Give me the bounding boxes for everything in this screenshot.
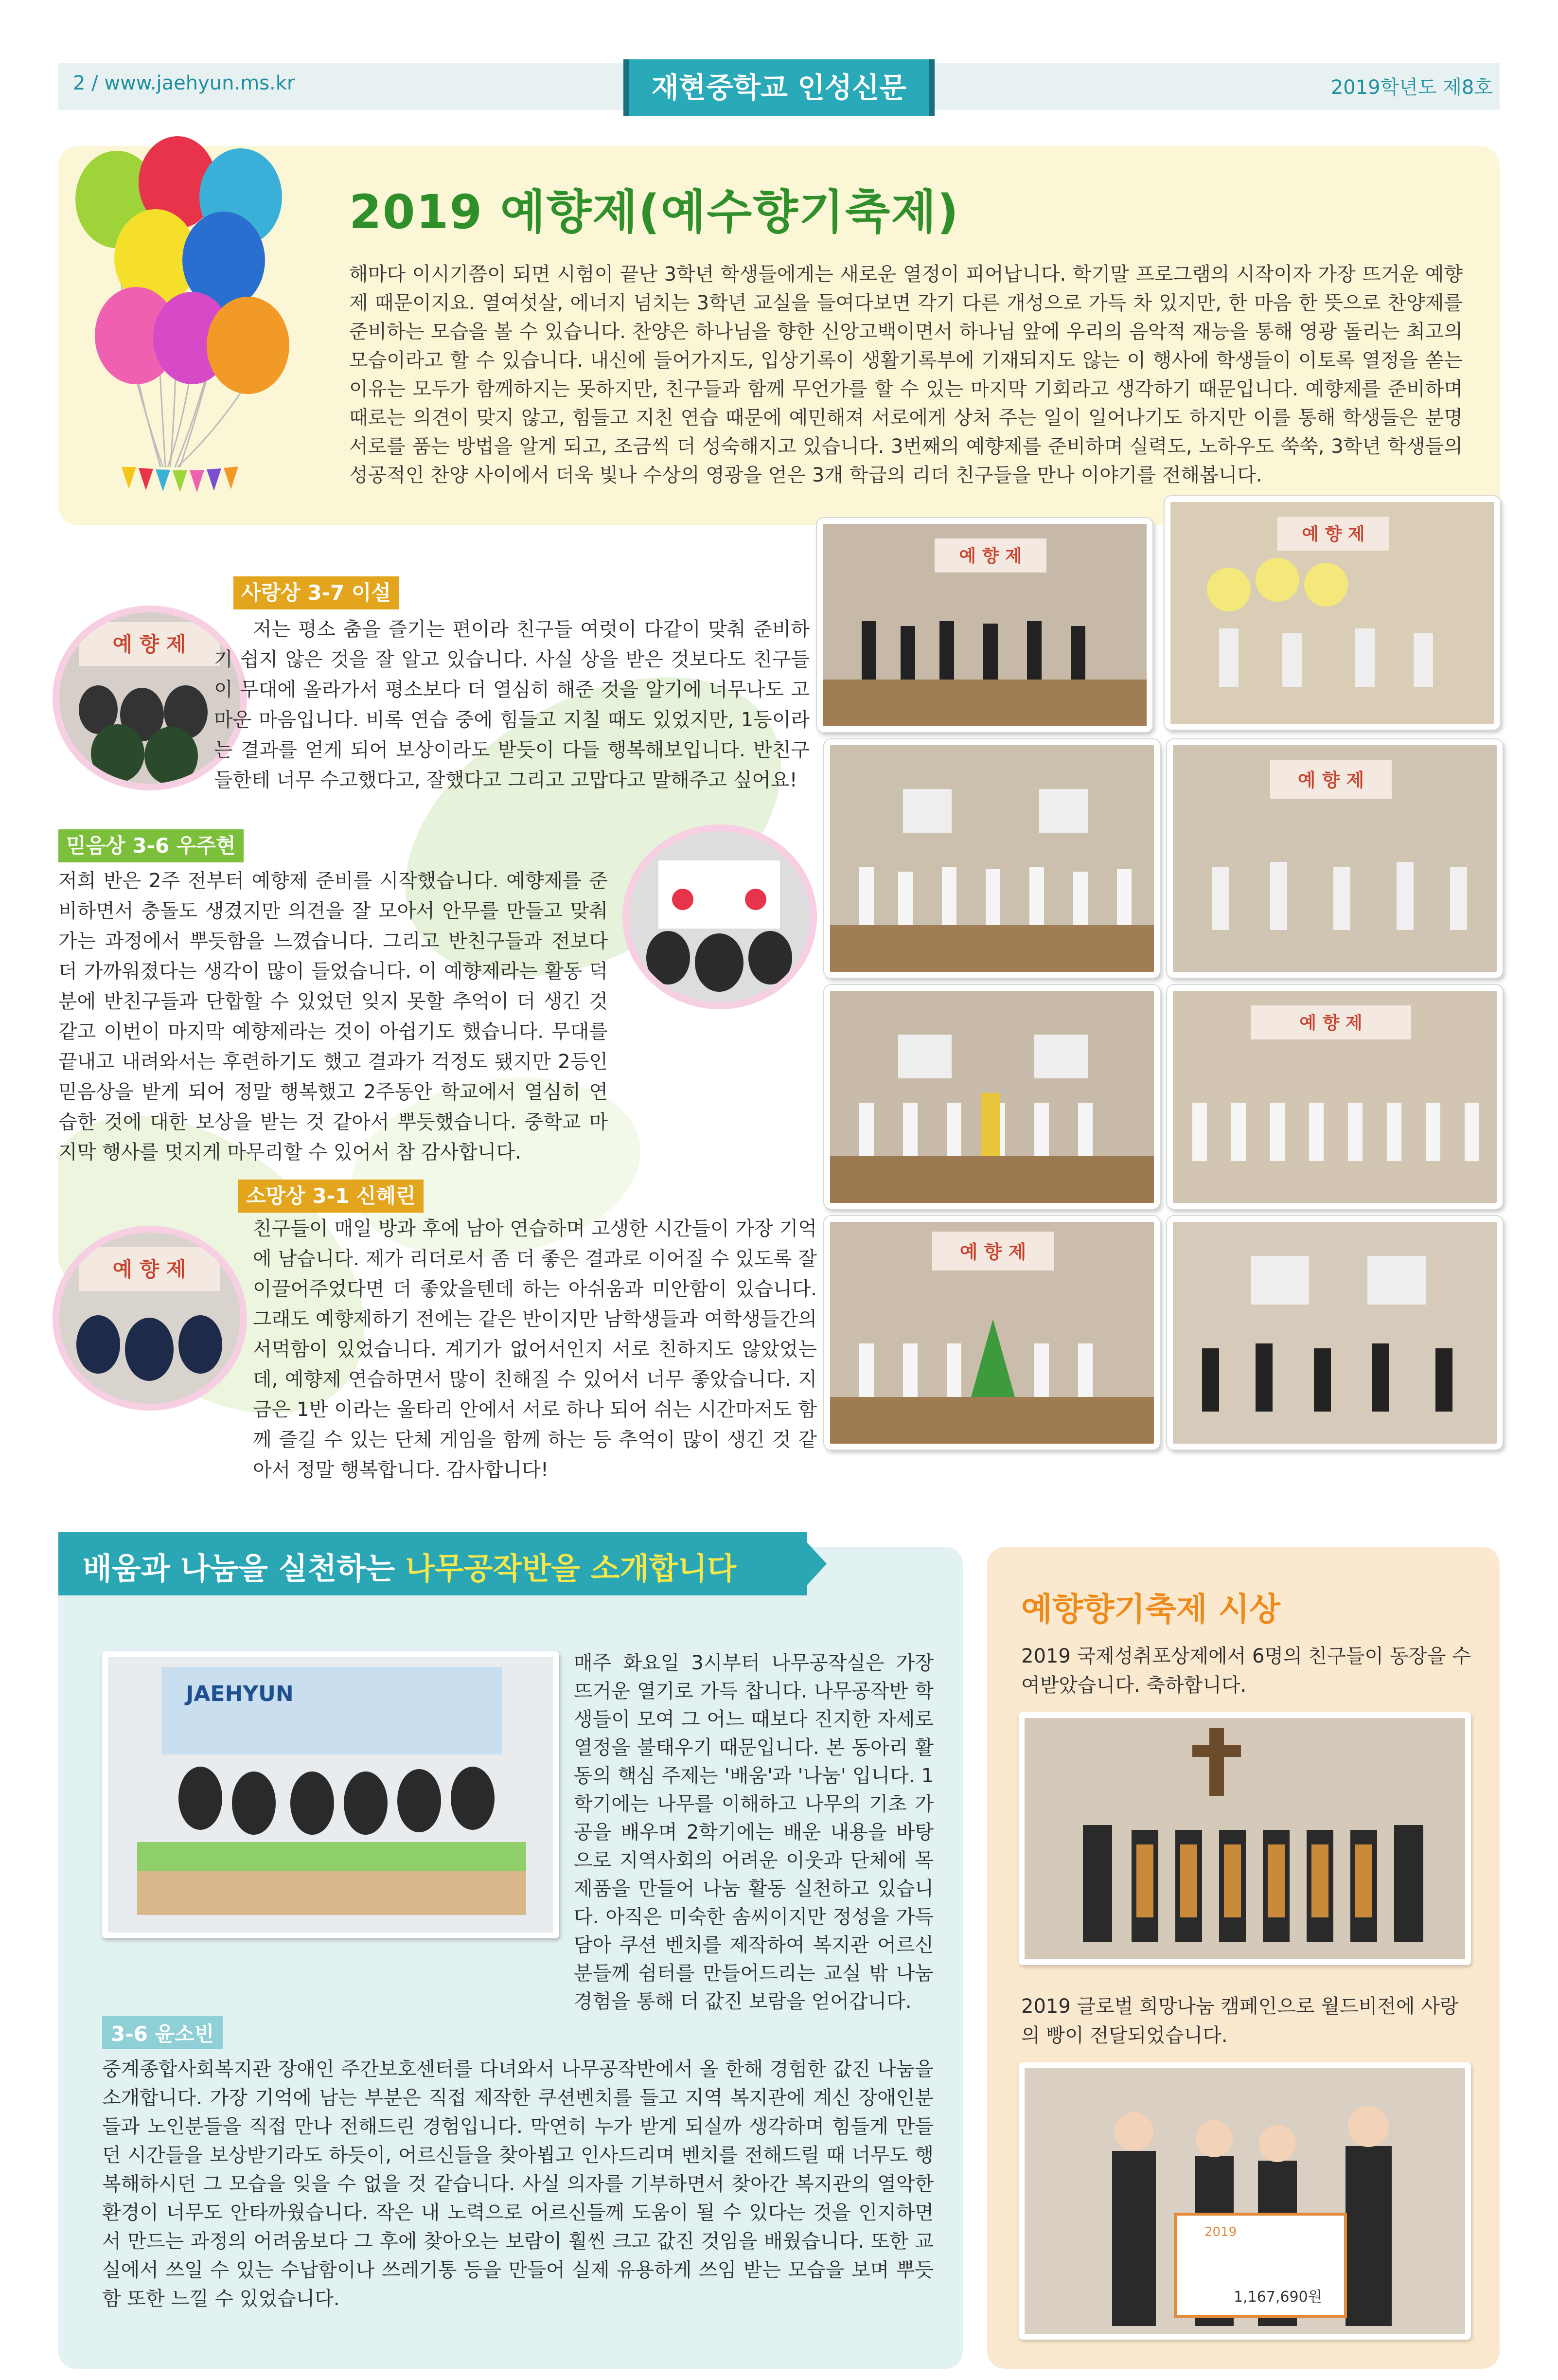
woodworking-intro-text: 매주 화요일 3시부터 나무공작실은 가장 뜨거운 열기로 가득 찹니다. 나무공작반 학생들이 모여 그 어느 때보다 진지한 자세로 열정을 불태우기 때문입니다. 본 동아리 활동의 핵심 주제는 '배움'과 '나눔' 입니다. 1학기에는 나무를 이해하고 나무의 기초 가공을 배우며 2학기에는 배운 내용을 바탕으로 지역사회의 어려운 이웃과 단체에 목제품을 만들어 나눔 활동 실천하고 있습니다. 아직은 미숙한 솜씨이지만 정성을 가득 담아 쿠션 벤치를 제작하여 복지관 어르신 분들께 쉼터를 만들어드리는 교실 밖 나눔 경험을 통해 더 값진 보람을 얻어갑니다. <box>574 1652 934 2013</box>
newspaper-title: 재현중학교 인성신문 <box>623 59 935 116</box>
festival-title: 2019 예향제(예수향기축제) <box>349 185 959 239</box>
stage-photo-7 <box>824 1216 1160 1449</box>
stage-photo-5 <box>824 985 1160 1209</box>
stage-sign-4: 예 향 제 <box>1297 769 1364 791</box>
stage-photo-3 <box>824 739 1160 978</box>
woodworking-student-label: 3-6 윤소빈 <box>102 2016 223 2049</box>
award2-label: 믿음상 3-6 우주현 <box>58 829 244 862</box>
stage-sign-6: 예 향 제 <box>1299 1013 1363 1033</box>
award3-label: 소망상 3-1 신혜린 <box>238 1180 424 1213</box>
woodworking-title-prefix: 배움과 나눔을 실천하는 <box>83 1551 406 1586</box>
header-url[interactable]: 2 / www.jaehyun.ms.kr <box>73 72 295 94</box>
stage-photo-2 <box>1165 496 1500 730</box>
award2-text: 저희 반은 2주 전부터 예향제 준비를 시작했습니다. 예향제를 준비하면서 충돌도 생겼지만 의견을 잘 모아서 안무를 만들고 맞춰가는 과정에서 뿌듯함을 느꼈습니다. 그리고 반친구들과 전보다 더 가까워졌다는 생각이 많이 들었습니다. 이 예향제라는 활동 덕분에 반친구들과 단합할 수 있었던 잊지 못할 추억이 더 생긴 것 같고 이번이 마지막 예향제라는 것이 아쉽기도 했습니다. 무대를 끝내고 내려와서는 후련하기도 했고 결과가 걱정도 됐지만 2등인 믿음상을 받게 되어 정말 행복했고 2주동안 학교에서 열심히 연습한 것에 대한 보상을 받는 것 같아서 뿌듯했습니다. 중학교 마지막 행사를 멋지게 마무리할 수 있어서 참 감사합니다. <box>58 870 608 1163</box>
award1-sign: 예 향 제 <box>112 632 186 656</box>
bunting-flags <box>122 466 238 492</box>
woodworking-student-text: 중계종합사회복지관 장애인 주간보호센터를 다녀와서 나무공작반에서 올 한해 경험한 값진 나눔을 소개합니다. 가장 기억에 남는 부분은 직접 제작한 쿠션벤치를 들고 지역 복지관에 계신 장애인분들과 노인분들을 직접 만나 전해드린 경험입니다. 막연히 누가 받게 되실까 생각하며 힘들게 만들던 시간들을 보상받기라도 하듯이, 어르신들을 찾아뵙고 인사드리며 벤치를 전해드릴 때 너무도 행복해하시던 그 모습을 잊을 수 없을 것 같습니다. 사실 의자를 기부하면서 찾아간 복지관의 열악한 환경이 너무도 안타까웠습니다. 작은 내 노력으로 어르신들께 도움이 될 수 있다는 것을 인지하면서 만드는 과정의 어려움보다 그 후에 찾아오는 보람이 훨씬 크고 값진 것임을 배웠습니다. 또한 교실에서 쓰일 수 있는 수납함이나 쓰레기통 등을 만들어 실제 유용하게 쓰임 받는 모습을 보며 뿌듯함 또한 느낄 수 있었습니다. <box>102 2058 934 2310</box>
stage-sign-2: 예 향 제 <box>1302 524 1365 544</box>
award-caption-1: 2019 국제성취포상제에서 6명의 친구들이 동장을 수여받았습니다. 축하합니다. <box>1021 1645 1471 1697</box>
issue-number: 2019학년도 제8호 <box>1330 76 1493 99</box>
check-year: 2019 <box>1204 2225 1237 2239</box>
stage-photo-8 <box>1167 1216 1503 1449</box>
intro-paragraph: 해마다 이시기쯤이 되면 시험이 끝난 3학년 학생들에게는 새로운 열정이 피어납니다. 학기말 프로그램의 시작이자 가장 뜨거운 예향제 때문이지요. 열여섯살, 에너지 넘치는 3학년 교실을 들여다보면 각기 다른 개성으로 가득 차 있지만, 한 마음 한 뜻으로 찬양제를 준비하는 모습을 볼 수 있습니다. 찬양은 하나님을 향한 신앙고백이면서 하나님 앞에 우리의 음악적 재능을 통해 영광 돌리는 최고의 모습이라고 할 수 있습니다. 내신에 들어가지도, 입상기록이 생활기록부에 기재되지도 않는 이 행사에 학생들이 이토록 열정을 쏟는 이유는 모두가 함께하지는 못하지만, 친구들과 함께 무언가를 할 수 있는 마지막 기회라고 생각하기 때문입니다. 예향제를 준비하며 때로는 의견이 맞지 않고, 힘들고 지친 연습 때문에 예민해져 서로에게 상처 주는 일이 일어나기도 하지만 이를 통해 학생들은 분명 서로를 품는 방법을 알게 되고, 조금씩 더 성숙해지고 있습니다. 3번째의 예향제를 준비하며 실력도, 노하우도 쑥쑥, 3학년 학생들의 성공적인 찬양 사이에서 더욱 빛나 수상의 영광을 얻은 3개 학급의 리더 친구들을 만나 이야기를 전해봅니다. <box>349 263 1463 486</box>
header-arrow-tip <box>797 1532 836 1595</box>
check-amount: 1,167,690원 <box>1234 2289 1322 2306</box>
award-photo-2 <box>1019 2062 1471 2340</box>
award3-text: 친구들이 매일 방과 후에 남아 연습하며 고생한 시간들이 가장 기억에 남습니다. 제가 리더로서 좀 더 좋은 결과로 이어질 수 있도록 잘 이끌어주었다면 더 좋았을텐데 하는 아쉬움과 미안함이 있습니다. 그래도 예향제하기 전에는 같은 반이지만 남학생들과 여학생들간의 서먹함이 있었습니다. 계기가 없어서인지 서로 친하지도 않았었는데, 예향제 연습하면서 많이 친해질 수 있어서 너무 좋았습니다. 지금은 1반 이라는 울타리 안에서 서로 하나 되어 쉬는 시간마저도 함께 즐길 수 있는 단체 게임을 함께 하는 등 추억이 많이 생긴 것 같아서 정말 행복합니다. 감사합니다! <box>253 1217 817 1481</box>
stage-photo-6 <box>1167 985 1503 1209</box>
stage-sign-7: 예 향 제 <box>959 1241 1027 1263</box>
stage-photo-4 <box>1167 739 1503 978</box>
jaehyun-sign: JAEHYUN <box>186 1682 294 1706</box>
stage-sign-1: 예 향 제 <box>959 546 1022 566</box>
woodworking-title-highlight: 나무공작반을 소개합니다 <box>405 1551 737 1586</box>
award1-text: 저는 평소 춤을 즐기는 편이라 친구들 여럿이 다같이 맞춰 준비하기 쉽지 않은 것을 잘 알고 있습니다. 사실 상을 받은 것보다도 친구들이 무대에 올라가서 평소보다 더 열심히 해준 것을 알기에 너무나도 고마운 마음입니다. 비록 연습 중에 힘들고 지칠 때도 있었지만, 1등이라는 결과를 얻게 되어 보상이라도 받듯이 다들 행복해보입니다. 반친구들한테 너무 수고했다고, 잘했다고 그리고 고맙다고 말해주고 싶어요! <box>214 618 810 791</box>
stage-photo-1 <box>817 518 1152 732</box>
award-panel-title: 예향향기축제 시상 <box>1021 1591 1281 1628</box>
balloons-illustration <box>63 131 316 506</box>
award1-label: 사랑상 3-7 이설 <box>233 576 399 609</box>
award-caption-2: 2019 글로벌 희망나눔 캠페인으로 월드비전에 사랑의 빵이 전달되었습니다. <box>1021 1995 1459 2047</box>
award-photo-1 <box>1019 1712 1471 1965</box>
woodworking-title <box>83 1544 736 1588</box>
award3-sign: 예 향 제 <box>112 1257 186 1281</box>
